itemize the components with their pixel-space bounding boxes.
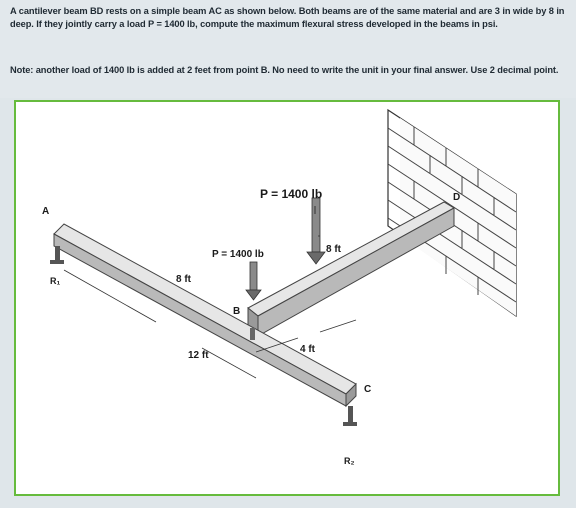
label-load-extra: P = 1400 lb	[212, 249, 264, 260]
label-reaction-r1: R₁	[50, 276, 61, 286]
problem-statement: A cantilever beam BD rests on a simple beam AC as shown below. Both beams are of the same material and are 3 in wide by 8 in deep. If they jointly carry a load P = 1400 lb, compute the maximum flexural stress developed in the beams in psi.	[10, 6, 565, 29]
question-panel	[0, 0, 576, 98]
beam-diagram	[16, 102, 558, 494]
label-point-d: D	[453, 192, 461, 203]
label-reaction-r2: R₂	[344, 456, 355, 466]
load-main-arrow	[307, 198, 325, 264]
support-r2	[343, 406, 357, 426]
label-dim-12ft: 12 ft	[188, 350, 209, 361]
label-dim-8ft-left: 8 ft	[176, 274, 191, 285]
label-point-b: B	[233, 306, 241, 317]
support-under-b	[250, 328, 255, 340]
label-point-a: A	[42, 206, 50, 217]
label-dim-4ft: 4 ft	[300, 344, 315, 355]
label-load-main: P = 1400 lb	[260, 187, 323, 201]
cantilever-beam-bd	[248, 202, 454, 336]
beam-figure-frame	[14, 100, 560, 496]
label-point-c: C	[364, 384, 372, 395]
problem-note: Note: another load of 1400 lb is added at 2 feet from point B. No need to write the unit in your final answer. Use 2 decimal point.	[10, 65, 559, 75]
load-extra-arrow	[246, 262, 261, 300]
simple-beam-ac	[54, 224, 356, 406]
label-dim-8ft-right: 8 ft	[326, 244, 341, 255]
